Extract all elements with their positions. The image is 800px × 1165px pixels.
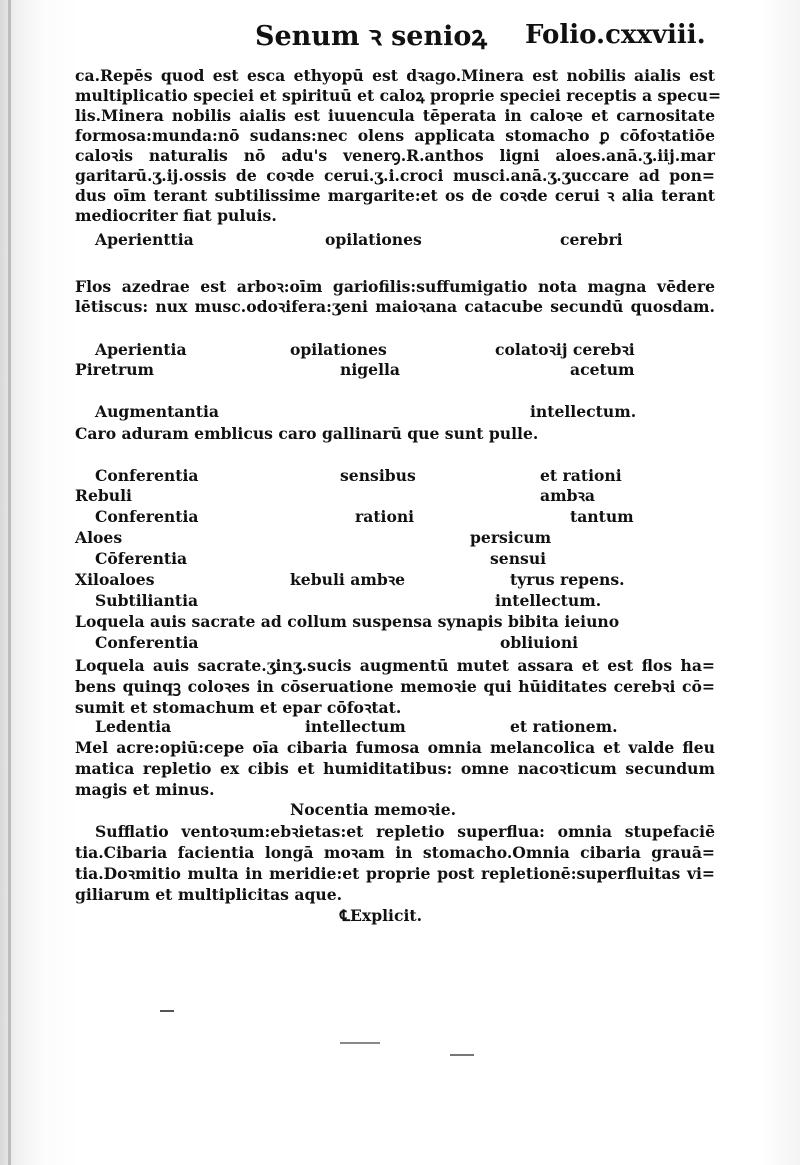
entry-term: et rationi: [540, 466, 622, 485]
ink-speck: [160, 1010, 174, 1012]
text-line: Caro aduram emblicus caro gallinarū que sunt pulle.: [75, 424, 539, 443]
text-line: Loquela auis sacrate.ʒinʒ.sucis augmentū mutet assara et est flos ha=: [75, 656, 715, 675]
text-line: dus oīm terant subtilissime margarite:et os de coꝛde cerui ꝛ alia terant: [75, 186, 715, 205]
entry-term: intellectum.: [530, 402, 637, 421]
entry-term: intellectum: [305, 717, 406, 736]
text-line: giliarum et multiplicitas aque.: [75, 885, 343, 904]
text-line: lētiscus: nux musc.odoꝛifera:ʒeni maioꝛana catacube secundū quosdam.: [75, 297, 715, 316]
entry-heading: Aloes: [75, 528, 123, 547]
text-line: Sufflatio ventoꝛum:ebꝛietas:et repletio superflua: omnia stupefaciē: [95, 822, 715, 841]
text-line: magis et minus.: [75, 780, 215, 799]
section-heading: Nocentia memoꝛie.: [290, 800, 457, 819]
text-line: Mel acre:opiū:cepe oīa cibaria fumosa omnia melancolica et valde fleu: [75, 738, 715, 757]
entry-term: kebuli ambꝛe: [290, 570, 406, 589]
entry-heading: Subtiliantia: [95, 591, 199, 610]
folio-number: Folio.cxxviii.: [525, 20, 706, 50]
entry-heading: Piretrum: [75, 360, 155, 379]
text-line: tia.Doꝛmitio multa in meridie:et proprie post repletionē:superfluitas vi=: [75, 864, 715, 883]
text-line: Loquela auis sacrate ad collum suspensa synapis bibita ieiuno: [75, 612, 620, 631]
text-line: tia.Cibaria facientia longā moꝛam in stomacho.Omnia cibaria grauā=: [75, 843, 715, 862]
entry-term: cerebri: [560, 230, 623, 249]
entry-term: colatoꝛij cerebꝛi: [495, 340, 635, 359]
text-line: mediocriter fiat puluis.: [75, 206, 277, 225]
binding-gutter: [8, 0, 11, 1165]
explicit-colophon: ℄Explicit.: [340, 906, 422, 925]
entry-heading: Aperienttia: [95, 230, 194, 249]
text-line: bens quinqꝫ coloꝛes in cōseruatione memoꝛie qui hūiditates cerebꝛi cō=: [75, 677, 715, 696]
entry-heading: Conferentia: [95, 507, 199, 526]
entry-term: tantum: [570, 507, 634, 526]
text-line: multiplicatio speciei et spirituū et caloꝝ proprie speciei receptis a specu=: [75, 86, 722, 105]
text-line: garitarū.ʒ.ij.ossis de coꝛde cerui.ʒ.i.croci musci.anā.ʒ.ʒuccare ad pon=: [75, 166, 715, 185]
entry-term: nigella: [340, 360, 401, 379]
entry-term: et rationem.: [510, 717, 618, 736]
entry-term: obliuioni: [500, 633, 579, 652]
entry-term: acetum: [570, 360, 635, 379]
entry-term: rationi: [355, 507, 415, 526]
text-line: sumit et stomachum et epar cōfoꝛtat.: [75, 698, 402, 717]
entry-heading: Rebuli: [75, 486, 132, 505]
entry-term: opilationes: [290, 340, 387, 359]
text-line: matica repletio ex cibis et humiditatibus: omne nacoꝛticum secundum: [75, 759, 715, 778]
entry-term: persicum: [470, 528, 552, 547]
entry-heading: Cōferentia: [95, 549, 188, 568]
text-line: lis.Minera nobilis aialis est iuuencula tēperata in caloꝛe et carnositate: [75, 106, 715, 125]
ink-speck: [450, 1054, 474, 1056]
entry-term: ambꝛa: [540, 486, 596, 505]
entry-heading: Aperientia: [95, 340, 187, 359]
entry-term: opilationes: [325, 230, 422, 249]
running-head: Senum ꝛ senioꝝ: [255, 21, 487, 52]
text-line: ca.Repēs quod est esca ethyopū est dꝛago.Minera est nobilis aialis est: [75, 66, 715, 85]
entry-heading: Augmentantia: [95, 402, 219, 421]
entry-term: sensui: [490, 549, 547, 568]
ink-speck: [340, 1042, 380, 1044]
text-line: formosa:munda:nō sudans:nec olens applicata stomacho ꝑ cōfoꝛtatiōe: [75, 126, 715, 145]
entry-heading: Conferentia: [95, 633, 199, 652]
text-line: Flos azedrae est arboꝛ:oīm gariofilis:suffumigatio nota magna vēdere: [75, 277, 715, 296]
entry-heading: Conferentia: [95, 466, 199, 485]
entry-term: tyrus repens.: [510, 570, 625, 589]
text-line: caloꝛis naturalis nō adu's venerꝯ.R.anthos ligni aloes.anā.ʒ.iij.mar: [75, 146, 715, 165]
entry-heading: Xiloaloes: [75, 570, 155, 589]
entry-term: intellectum.: [495, 591, 602, 610]
entry-heading: Ledentia: [95, 717, 172, 736]
entry-term: sensibus: [340, 466, 416, 485]
